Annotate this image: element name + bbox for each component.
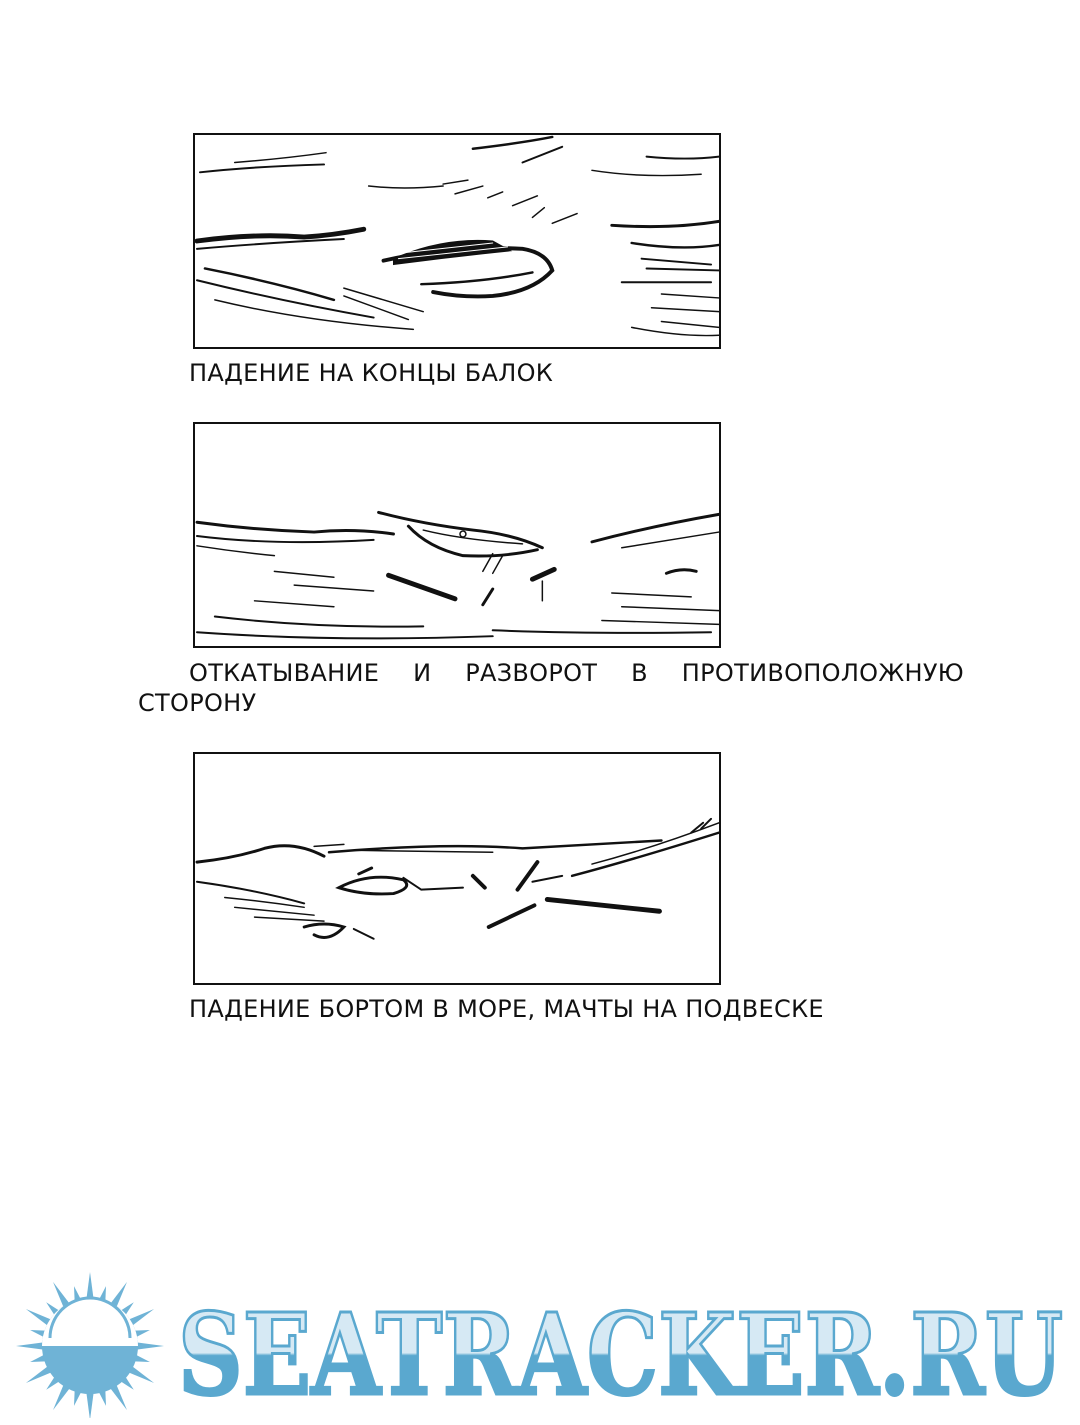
illustration-falling-on-beam-ends (193, 133, 721, 349)
figure-caption: ПАДЕНИЕ БОРТОМ В МОРЕ, МАЧТЫ НА ПОДВЕСКЕ (189, 995, 824, 1023)
illustration-rolling-and-turning (193, 422, 721, 648)
figure-caption: ОТКАТЫВАНИЕ И РАЗВОРОТ В ПРОТИВОПОЛОЖНУЮ СТОРОНУ (138, 659, 964, 717)
figure-caption: ПАДЕНИЕ НА КОНЦЫ БАЛОК (189, 359, 554, 387)
illustration-broadside-into-sea (193, 752, 721, 985)
watermark-text: SEATRACKER.RU (178, 1290, 1063, 1418)
sun-icon (16, 1272, 164, 1418)
seatracker-watermark-logo (10, 1268, 1070, 1418)
